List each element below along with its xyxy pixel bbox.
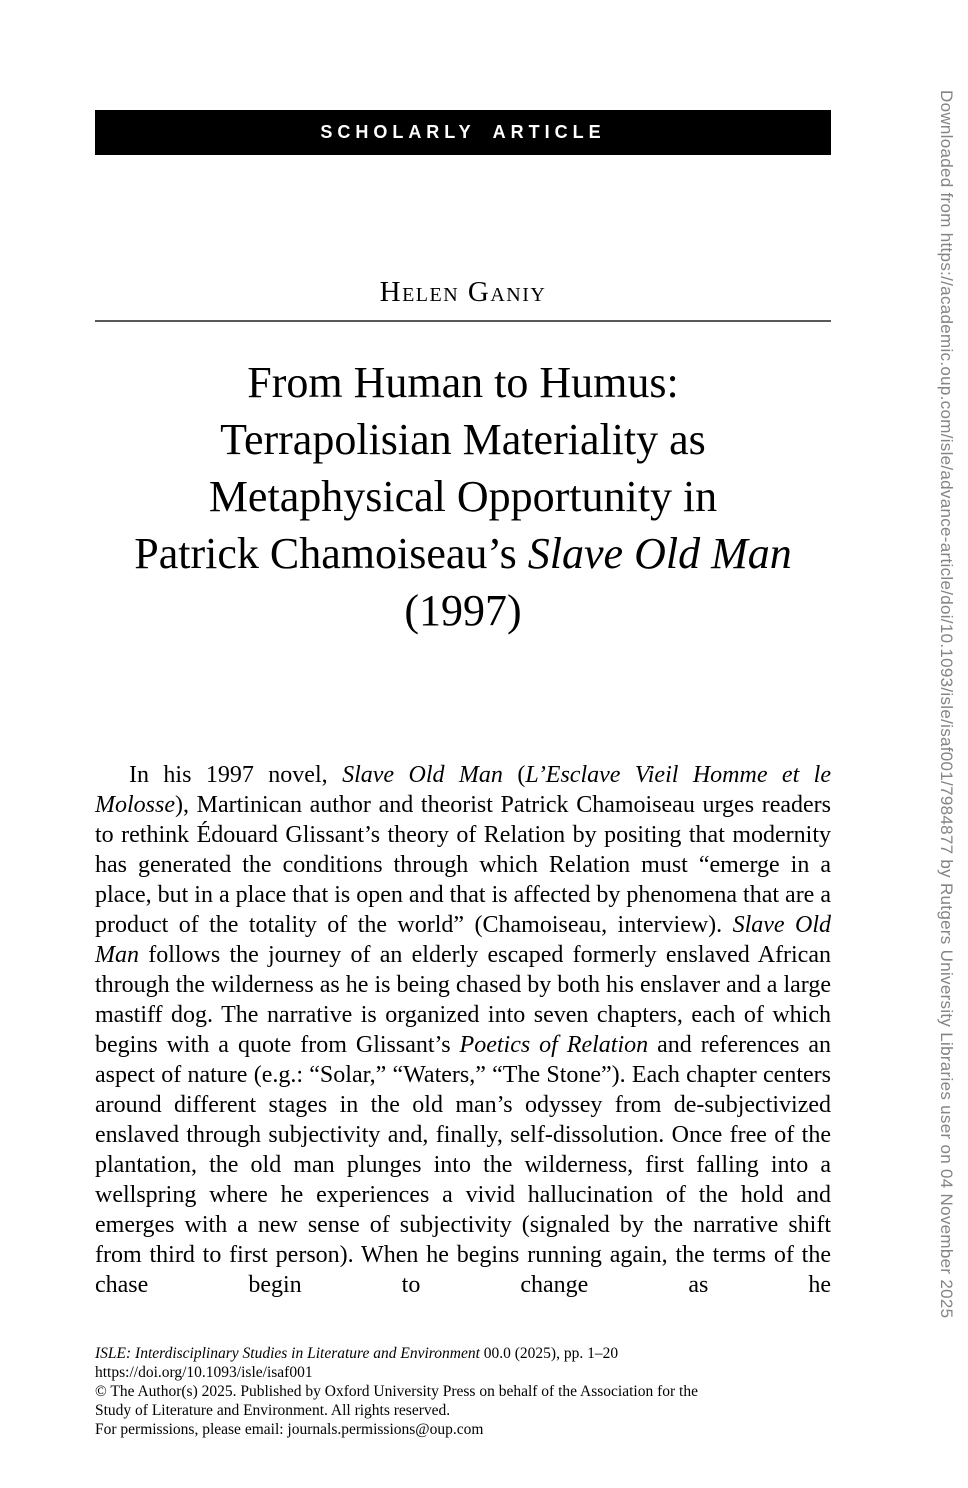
article-type-banner bbox=[95, 110, 831, 155]
journal-imprint-footer: ISLE: Interdisciplinary Studies in Literature and Environment 00.0 (2025), pp. 1–20 https://doi.org/10.1093/isle/isaf001 © The Author(s) 2025. Published by Oxford University Press on behalf of the Association for the Study of Literature and Environment. All rights reserved. For permissions, please email: journals.permissions@oup.com bbox=[95, 1345, 698, 1438]
article-opening-paragraph: In his 1997 novel, Slave Old Man (L’Esclave Vieil Homme et le Molosse), Martinican author and theorist Patrick Chamoiseau urges readers to rethink Édouard Glissant’s theory of Relation by positing that modernity has generated the conditions through which Relation must “emerge in a place, but in a place that is open and that is affected by phenomena that are a product of the totality of the world” (Chamoiseau, interview). Slave Old Man follows the journey of an elderly escaped formerly enslaved African through the wilderness as he is being chased by both his enslaver and a large mastiff dog. The narrative is organized into seven chapters, each of which begins with a quote from Glissant’s Poetics of Relation and references an aspect of nature (e.g.: “Solar,” “Waters,” “The Stone”). Each chapter centers around different stages in the old man’s odyssey from de-subjectivized enslaved through subjectivity and, finally, self-dissolution. Once free of the plantation, the old man plunges into the wilderness, first falling into a wellspring where he experiences a vivid hallucination of the hold and emerges with a new sense of subjectivity (signaled by the narrative shift from third to first person). When he begins running again, the terms of the chase begin to change as he bbox=[95, 762, 832, 1298]
author-divider-rule bbox=[95, 320, 831, 322]
download-provenance-watermark: Downloaded from https://academic.oup.com/isle/advance-article/doi/10.1093/isle/isaf001/7984877 by Rutgers University Libraries user on 04 November 2025 bbox=[937, 90, 956, 1319]
article-title: From Human to Humus: Terrapolisian Materiality as Metaphysical Opportunity in Patrick Chamoiseau’s Slave Old Man (1997) bbox=[134, 358, 792, 635]
author-name: Helen Ganiy bbox=[379, 276, 547, 308]
article-type-label: SCHOLARLY ARTICLE bbox=[320, 122, 606, 142]
